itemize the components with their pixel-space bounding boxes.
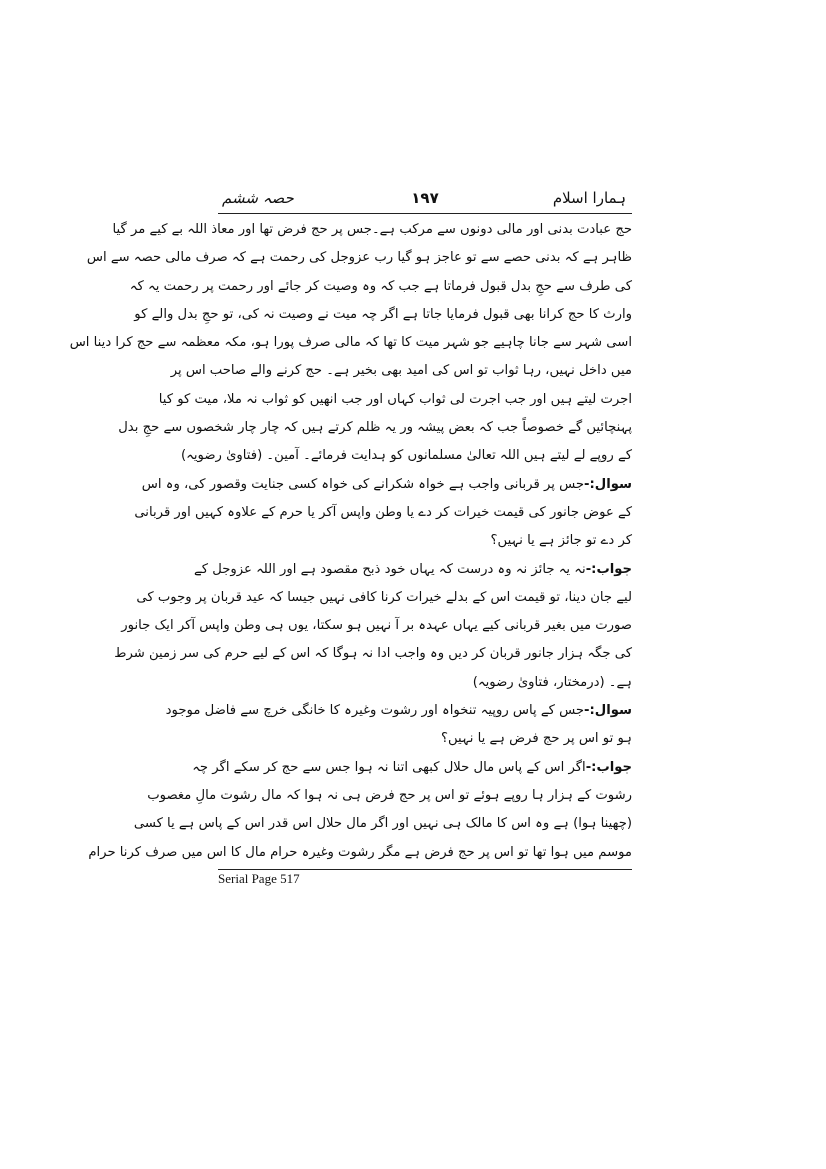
answer-label: جواب:- — [585, 759, 632, 775]
question-text: ہو تو اس پر حج فرض ہے یا نہیں؟ — [440, 731, 632, 747]
body-text — [69, 216, 632, 867]
question-text: جس پر قربانی واجب ہے خواہ شکرانے کی خواہ کسی جنایت وقصور کی، وہ اس — [141, 476, 585, 492]
text-line: میں داخل نہیں، رہا ثواب تو اس کی امید بھی بخیر ہے۔ حج کرنے والے صاحب اس پر — [170, 363, 632, 379]
answer-text: نہ یہ جائز نہ وہ درست کہ یہاں خود ذبح مقصود ہے اور اللہ عزوجل کے — [194, 561, 586, 577]
part-label: حصہ ششم — [222, 189, 294, 207]
text-line: ظاہر ہے کہ بدنی حصے سے تو عاجز ہو گیا رب عزوجل کی رحمت ہے کہ صرف مالی حصہ سے اس — [86, 250, 632, 266]
text-line: پہنچائیں گے خصوصاً جب کہ بعض پیشہ ور یہ ظلم کرتے ہیں کہ چار چار شخصوں سے حجِ بدل — [118, 420, 632, 436]
question-text: جس کے پاس روپیہ تنخواہ اور رشوت وغیرہ کا خانگی خرچ سے فاضل موجود — [165, 703, 585, 719]
answer-text: (چھینا ہوا) ہے وہ اس کا مالک ہی نہیں اور اگر مال حلال اس قدر اس کے پاس ہے یا کسی — [133, 816, 632, 832]
page-header — [218, 187, 632, 214]
question-text: کے عوض جانور کی قیمت خیرات کر دے یا وطن واپس آکر یا حرم کے علاوہ کہیں اور قربانی — [134, 504, 632, 520]
text-line: اجرت لیتے ہیں اور جب اجرت لی ثواب کہاں اور جب انھیں کو ثواب نہ ملا، میت کو کیا — [158, 391, 632, 407]
question-2 — [165, 697, 632, 754]
answer-text: صورت میں بغیر قربانی کیے یہاں عہدہ بر آ نہیں ہو سکتا، یوں ہی وطن واپس آکر ایک جانور — [121, 618, 632, 634]
answer-text: موسم میں ہوا تھا تو اس پر حج فرض ہے مگر رشوت وغیرہ حرام مال کا اس میں صرف کرنا حرام — [88, 844, 632, 860]
question-label: سوال:- — [584, 476, 632, 492]
text-line: وارث کا حج کرانا بھی قبول فرمایا جاتا ہے اگر چہ میت نے وصیت نہ کی، تو حجِ بدل والے کو — [134, 306, 632, 322]
answer-text: لیے جان دینا، تو قیمت اس کے بدلے خیرات کرنا کافی نہیں جیسا کہ عید قربان پر وجوب کی — [136, 589, 632, 605]
answer-text: اگر اس کے پاس مال حلال کبھی اتنا نہ ہوا جس سے حج کر سکے اگر چہ — [192, 759, 586, 775]
answer-text: ہے۔ (درمختار، فتاویٰ رضویہ) — [472, 674, 632, 690]
page-number: ۱۹۷ — [411, 189, 439, 207]
question-1 — [134, 471, 632, 556]
footer-divider — [218, 869, 632, 870]
text-line: حج عبادت بدنی اور مالی دونوں سے مرکب ہے۔جس پر حج فرض تھا اور معاذ اللہ بے کیے مر گیا — [112, 222, 632, 237]
text-line: کے روپے لے لیتے ہیں اللہ تعالیٰ مسلمانوں کو ہدایت فرمائے۔ آمین۔ (فتاویٰ رضویہ) — [180, 448, 632, 464]
book-title: ہمارا اسلام — [552, 189, 626, 207]
answer-2 — [88, 754, 632, 867]
answer-text: رشوت کے ہزار ہا روپے ہوئے تو اس پر حج فرض ہی نہ ہوا کہ مال رشوت مالِ مغصوب — [147, 787, 632, 803]
answer-1 — [114, 556, 632, 697]
page-content — [69, 187, 632, 887]
answer-text: کی جگہ ہزار جانور قربان کر دیں وہ واجب ادا نہ ہوگا کہ اس کے لیے حرم کی سر زمین شرط — [114, 646, 632, 662]
answer-label: جواب:- — [585, 561, 632, 577]
text-line: اسی شہر سے جانا چاہیے جو شہر میت کا تھا کہ مالی صرف پورا ہو، مکہ معظمہ سے حج کرا دینا اس — [69, 335, 632, 351]
question-label: سوال:- — [584, 703, 632, 719]
text-line: کی طرف سے حجِ بدل قبول فرماتا ہے جب کہ وہ وصیت کر جائے اور رحمت پر رحمت یہ کہ — [129, 278, 632, 294]
serial-page-label: Serial Page 517 — [218, 870, 300, 886]
question-text: کر دے تو جائز ہے یا نہیں؟ — [490, 533, 632, 549]
